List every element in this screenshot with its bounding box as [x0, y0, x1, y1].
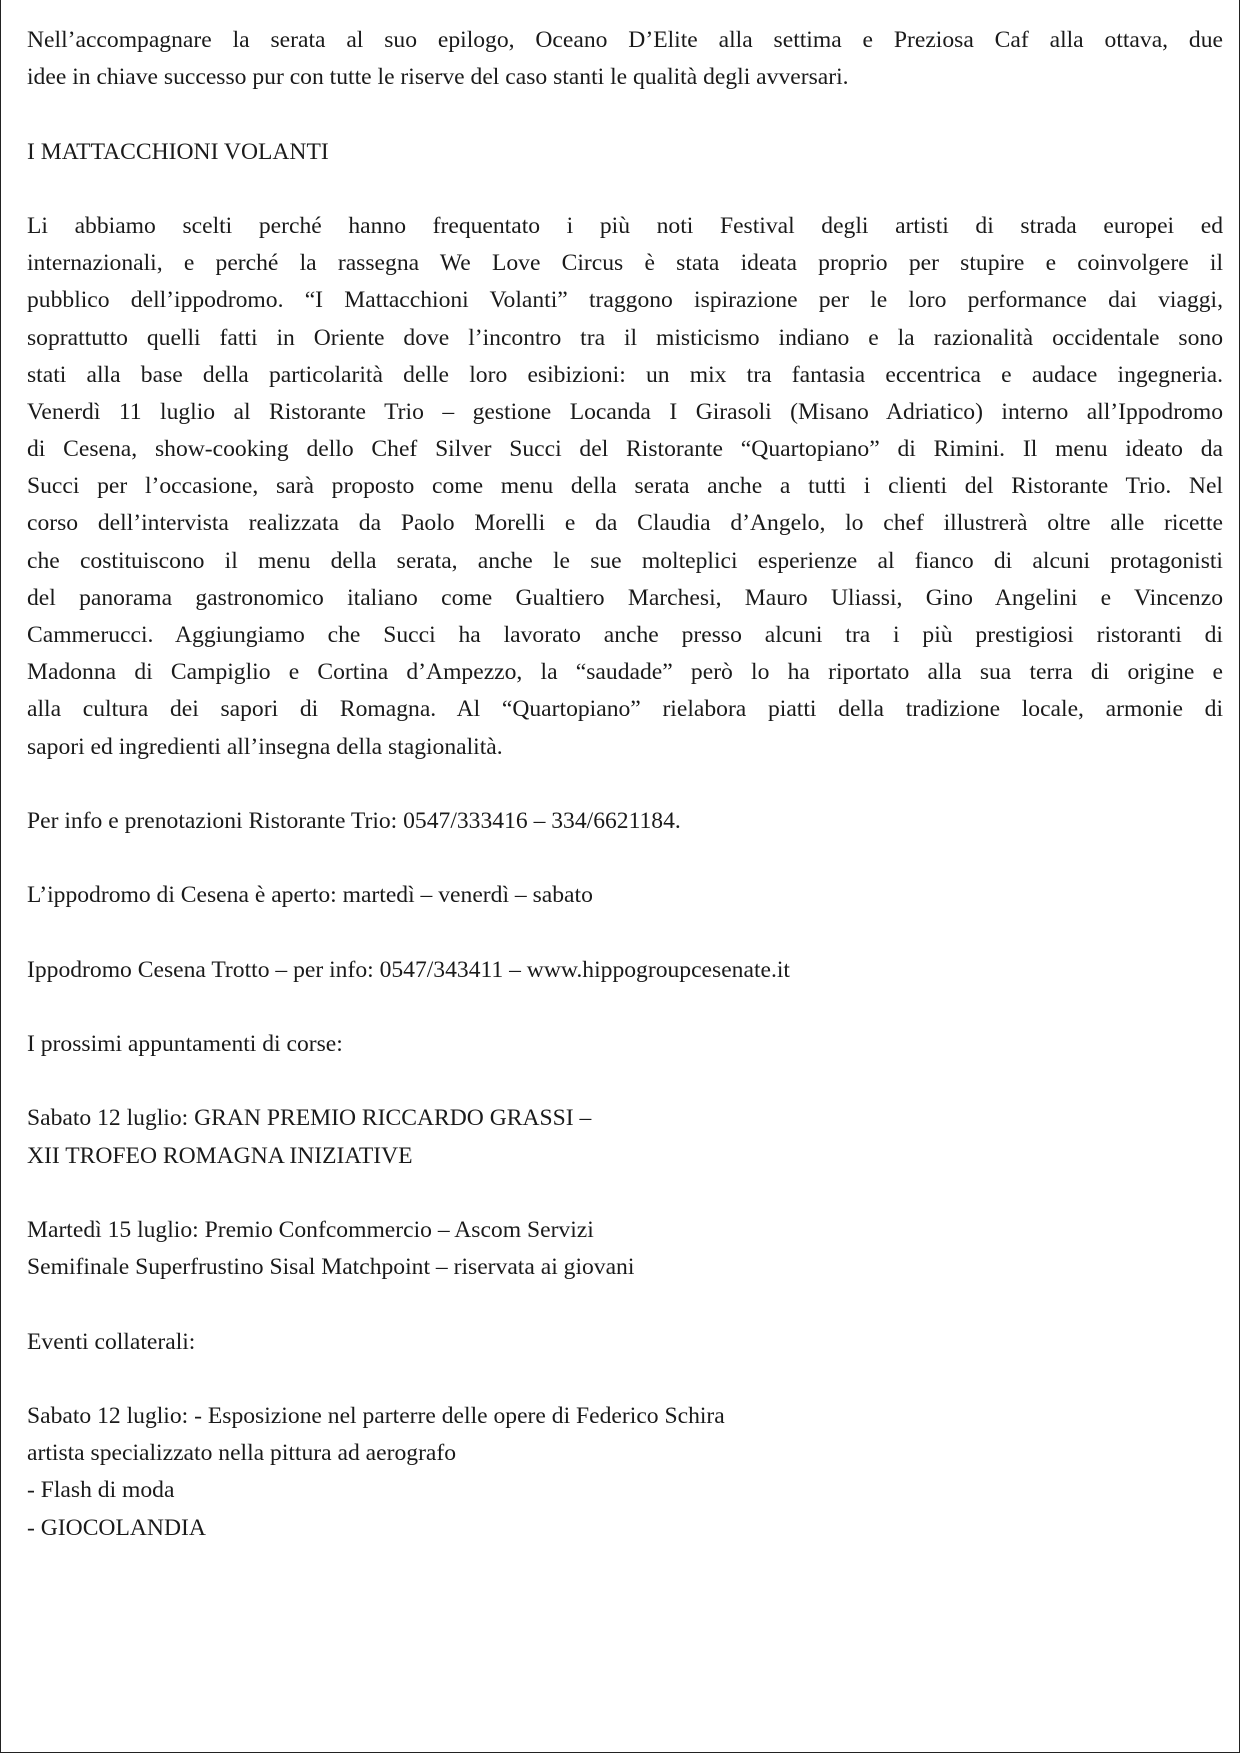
contact-info: Ippodromo Cesena Trotto – per info: 0547/343411 – www.hippogroupcesenate.it [27, 956, 790, 983]
body-line: Cammerucci. Aggiungiamo che Succi ha lavorato anche presso alcuni tra i più prestigiosi ristoranti di [27, 622, 1223, 648]
event-line: - Flash di moda [27, 1477, 175, 1504]
events-heading: Eventi collaterali: [27, 1328, 196, 1355]
body-paragraph [27, 208, 1223, 766]
body-line: alla cultura dei sapori di Romagna. Al “Quartopiano” rielabora piatti della tradizione locale, armonie di [27, 696, 1223, 723]
body-line: che costituiscono il menu della serata, anche le sue molteplici esperienze al fianco di alcuni protagonisti [27, 547, 1223, 574]
race-saturday [27, 1100, 1223, 1174]
events-list [27, 1398, 1223, 1547]
body-line: soprattutto quelli fatti in Oriente dove l’incontro tra il misticismo indiano e la razionalità occidentale sono [27, 324, 1223, 351]
body-line: stati alla base della particolarità delle loro esibizioni: un mix tra fantasia eccentrica e audace ingegneria. [27, 361, 1223, 388]
body-line: Succi per l’occasione, sarà proposto come menu della serata anche a tutti i clienti del Ristorante Trio. Nel [27, 473, 1223, 500]
reservations-info: Per info e prenotazioni Ristorante Trio: 0547/333416 – 334/6621184. [27, 807, 681, 834]
race-line: Martedì 15 luglio: Premio Confcommercio – Ascom Servizi [27, 1217, 594, 1243]
body-line: Li abbiamo scelti perché hanno frequentato i più noti Festival degli artisti di strada europei ed [27, 212, 1223, 239]
event-line: artista specializzato nella pittura ad aerografo [27, 1440, 457, 1467]
opening-days: L’ippodromo di Cesena è aperto: martedì – venerdì – sabato [27, 882, 593, 909]
body-line: corso dell’intervista realizzata da Paolo Morelli e da Claudia d’Angelo, lo chef illustrerà oltre alle ricette [27, 510, 1223, 537]
intro-line: Nell’accompagnare la serata al suo epilogo, Oceano D’Elite alla settima e Preziosa Caf alla ottava, due [27, 27, 1223, 53]
races-heading: I prossimi appuntamenti di corse: [27, 1031, 343, 1058]
body-line: Venerdì 11 luglio al Ristorante Trio – gestione Locanda I Girasoli (Misano Adriatico) interno all’Ippodromo [27, 398, 1223, 425]
document-body [27, 22, 1223, 1547]
body-line: di Cesena, show-cooking dello Chef Silver Succi del Ristorante “Quartopiano” di Rimini. Il menu ideato da [27, 436, 1223, 463]
race-tuesday [27, 1212, 1223, 1286]
section-heading: I MATTACCHIONI VOLANTI [27, 138, 329, 165]
intro-line: idee in chiave successo pur con tutte le riserve del caso stanti le qualità degli avversari. [27, 64, 849, 91]
body-line: del panorama gastronomico italiano come Gualtiero Marchesi, Mauro Uliassi, Gino Angelini e Vincenzo [27, 584, 1223, 611]
race-line: Sabato 12 luglio: GRAN PREMIO RICCARDO GRASSI – [27, 1105, 592, 1132]
event-line: - GIOCOLANDIA [27, 1514, 206, 1541]
body-line: sapori ed ingredienti all’insegna della stagionalità. [27, 733, 503, 760]
event-line: Sabato 12 luglio: - Esposizione nel parterre delle opere di Federico Schira [27, 1402, 725, 1429]
body-line: Madonna di Campiglio e Cortina d’Ampezzo, la “saudade” però lo ha riportato alla sua terra di origine e [27, 659, 1223, 686]
body-line: internazionali, e perché la rassegna We Love Circus è stata ideata proprio per stupire e coinvolgere il [27, 250, 1223, 277]
intro-paragraph [27, 22, 1223, 96]
body-line: pubblico dell’ippodromo. “I Mattacchioni Volanti” traggono ispirazione per le loro performance dai viaggi, [27, 287, 1223, 314]
race-line: XII TROFEO ROMAGNA INIZIATIVE [27, 1142, 413, 1169]
race-line: Semifinale Superfrustino Sisal Matchpoint – riservata ai giovani [27, 1254, 635, 1281]
